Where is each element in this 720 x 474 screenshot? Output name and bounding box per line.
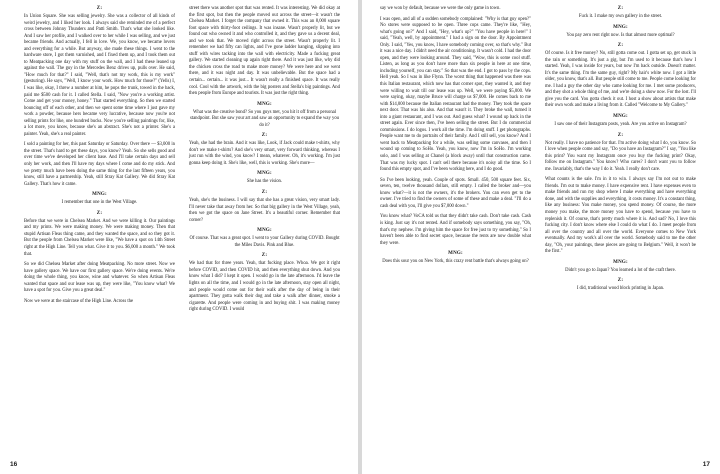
- interview-paragraph: What counts is the sale. I'm in it to win. I always say I'm not out to make friends. I'm out to make money. I have expensive rent. I have expenses even to make friends and run my shop where I make everything and have everything done, and with the supplies and everything, it costs money. It's a constant thing, like any business: You make money, you spend money. Of course, the more money you make, the more money you have to spend, because you have to replenish it. Of course, that's pretty much where it is. And sad? No, I love this fucking city. I don't know where else I could do what I do. I meet people from all over the country and all over the world. Everyone comes to New York eventually. And my work's all over the world. Somebody said to me the other day, "Oh, your paintings, these pieces are going to Belgium." Well, it won't be the first.": [545, 177, 696, 255]
- column: [189, 6, 340, 452]
- interview-paragraph: In Union Square. She was selling jewelry. She was a collector of all kinds of weird jewelry, and I liked her look. I always said she reminded me of a perfect cross between Johnny Thunders and Patti Smith. That's what she looked like. And I saw her profile, and I walked over to her while I was selling, and we just became friends. And actually, I fell in love. We, you know, we became lovers and everything for a while. But anyway, she made these things. I went to the hardware store, I got them varnished, and I fixed them up, and I took them out to Meatpacking one day with my stuff on the wall, and I had these leaned up against the wall. The guy in the Mercedes Benz drives up, pulls over. He said, "How much for that?" I said, "Well, that's not my work, this is my work" (gesturing). He says, "Well, I know your work. How much for those?" (Yells) I, I was like, okay, I threw a number at him, he pops the trunk, towed in the back, paid me $500 cash for it. I called Stella. I said, "Now you're a working artist. Come and get your money, honey." That started everything. So then we started bouncing off of each other, and then we spent some time where I just gave my work a powder, because hers became very lucrative, because now you're not selling prints for like, one hundred bucks. Now you're selling paintings for, like, a lot more, you know, because she's an abstract. She's not a printer. She's a painter. Yeah, she's a real painter.: [24, 14, 175, 137]
- right-page: [362, 0, 720, 474]
- right-page-columns: [380, 6, 696, 452]
- speaker-label: Z:: [261, 253, 268, 259]
- interview-paragraph: What was the creative bond? So you guys met, you hit it off from a personal standpoint. But she saw your art and saw an opportunity to expand the way you do it?: [189, 109, 340, 128]
- interview-paragraph: I saw one of their Instagram posts, yeah. Are you active on Instagram?: [554, 122, 687, 128]
- interview-paragraph: So I've been looking, yeah. Couple of spots. Small. 450, 500 square feet. Six, seven, ten, twelve thousand dollars, still empty. I called the broker and—you know what?—it is not the owners, it's the brokers. You can even get to the owner. I've tried to find the owners of some of these and make a deal. "I'll do a cash deal with you, I'll give you $7,000 down.": [380, 177, 531, 209]
- speaker-label: Z:: [617, 43, 624, 49]
- interview-paragraph: Does this sour you on New York, this crazy rent battle that's always going on?: [382, 259, 529, 265]
- speaker-label: MNG:: [613, 259, 628, 265]
- interview-paragraph: street there was another spot that was rented. It was interesting. We did okay at the first spot, but then the people moved out across the street—it wasn't the Chelsea Market. I forget the company that owned it. This was an 8,000 square foot space with thirty-foot ceilings. It was insane. Wasn't properly lit, but we found out who owned it and who controlled it, and they gave us a decent deal, and we took that. We moved right across the street. Wasn't properly lit. I remember we had fifty can lights, and I've gone ladder hanging, slipping into stuff with wires tacking into the wall with electricity. Made a fucking great gallery. We started cleaning up again right there. And it was just like, why did the chicken cross the road to make more money? We were here and we went there, and it was night and day. It was unbelievable. But the space had a certain... certain... it was just... It wasn't really a finished space. It was really cool. Cool with the artwork, with the big posters and Stella's big paintings. And then people from Europe and tourists. It was just the right thing.: [189, 6, 340, 97]
- column: [24, 6, 175, 452]
- left-page-columns: [24, 6, 340, 452]
- speaker-label: Z:: [617, 132, 624, 138]
- speaker-label: MNG:: [613, 24, 628, 30]
- interview-paragraph: Fuck it. I make my own gallery in the street.: [578, 14, 663, 19]
- speaker-label: MNG:: [257, 228, 272, 234]
- column: [545, 6, 696, 452]
- interview-paragraph: You know what? VoCA told us that they didn't take cash. Don't take cash. Cash is king. Just say it's not rented. And if somebody says something, you say, "Oh, that's my nephew. I'm giving him the space for free just to try something." So I haven't been able to find secret space, because the rents are now double what they were.: [380, 214, 531, 246]
- speaker-label: Z:: [261, 190, 268, 196]
- speaker-label: MNG:: [257, 101, 272, 107]
- left-page: [0, 0, 358, 474]
- interview-paragraph: Now we were at the staircase of the High Line. Across the: [24, 298, 134, 304]
- interview-paragraph: You pay zero rent right now. Is that almost more optimal?: [566, 32, 675, 38]
- interview-paragraph: Before that we were in Chelsea Market. And we were killing it. Our paintings and my prints. We were making money. We were making money. Then that stupid Artisan Fleas thing came, and they wanted the space, and so they got it. But the people from Chelsea Market were like, "We have a spot on 14th Street right at the High Line. Tell you what. Give it to you. $6,000 a month." We took that.: [24, 218, 175, 257]
- interview-paragraph: We had that for three years. Yeah, that fucking place. Whoa. We got it right before COVID, and then COVID hit, and then everything shut down. And you know what I did? I kept it open. I would go in the late afternoon. I'd leave the lights on all the time, and I would go in the late afternoon, stay open all night, and people would come out for their walk after the day of being in their apartment. They gotta walk their dog and take a walk after dinner, smoke a cigarette. And people were coming in and buying shit. I was making money right during COVID. I would: [189, 261, 340, 313]
- speaker-label: Z:: [96, 6, 103, 11]
- interview-paragraph: She has the vision.: [246, 179, 283, 185]
- speaker-label: Z:: [96, 210, 103, 216]
- speaker-label: MNG:: [92, 192, 107, 198]
- speaker-label: Z:: [261, 133, 268, 139]
- interview-paragraph: Not really. I have no patience for that. I'm active doing what I do, you know. So I love when people come and say, "Do you have an Instagram?" I say, "You like this print? You want my Instagram once you buy the fucking print? Okay, follow me on Instagram." You know? Who cares? I don't want you to follow me. Invariably, that's the way I do it. Yeah. I really don't care.: [545, 140, 696, 172]
- interview-paragraph: Of course. Is it free money? No, still gotta come out. I gotta set up, get stuck in the rain or something. It's just a gig, but I'm used to it because that's how I started. Yeah, I was inside for years, but now I'm back outside. Doesn't matter. It's the same thing. I'm the same guy, right? My hair's white now. I got a little older, you know, that's all. But people still come to me. People come looking for me. I had a guy the other day who came looking for me. I met some producers, and they shot a whole thing of me, and we're doing a show now. For the lost. I'll give you the card. You gotta check it out. I host a show about artists that make their own work and make a living from it. Called "Welcome to My Gallery.": [545, 51, 696, 109]
- speaker-label: MNG:: [448, 251, 463, 257]
- interview-paragraph: I sold a painting for her, this past Saturday or Saturday. Over there — $3,000 in the street. That's hard to get these days, you know? Yeah. So she sells good and over time we've developed her client base. And I'll take certain days and sell only her work, and then I'll have my days where I come and do my stick. And we pretty much have been doing the same thing for the last fifteen years, you know, still have a partnership. Yeah, still Stray Kat Gallery. We did Stray Kat Gallery. That's how it came.: [24, 142, 175, 187]
- speaker-label: Z:: [617, 6, 624, 11]
- column: [380, 6, 531, 452]
- page-number: 17: [702, 461, 710, 468]
- page-number: 16: [10, 461, 18, 468]
- interview-paragraph: I did, traditional wood block printing in Japan.: [576, 286, 665, 292]
- interview-paragraph: Yeah, she had the brain. And it was like, Look, if Jack could make t-shirts, why don't we make t-shirts? And she's very smart, very forward thinking, whereas I just run with the wind, you know? I mean, whatever. Oh, it's working. I'm just gonna keep doing it. She's like, well, this is working. She's more—: [189, 141, 340, 166]
- interview-paragraph: say we won by default, because we were the only game in town.: [380, 6, 501, 11]
- interview-paragraph: Of course. That was a great spot. I went to your Gallery during COVID. Bought the Miles Davis. Pink and Blue.: [189, 236, 340, 248]
- interview-paragraph: I remember that one in the West Village.: [61, 200, 138, 206]
- speaker-label: Z:: [617, 278, 624, 284]
- speaker-label: MNG:: [257, 171, 272, 177]
- speaker-label: MNG:: [613, 114, 628, 120]
- interview-paragraph: I was open, and all of a sudden somebody complained: "Why is that guy open?" No stores were supposed to be open. Three cops came. They're like, "Hey, what's going on?" And I said, "Hey, what's up?" "You have people in here!" I said, "Yeah, well, by appointment." I had a sign on the door. By Appointment Only. I said, "Yes, you know, I have somebody coming over, so that's why." But it was a nice day. I didn't need the air conditioning. It wasn't cold. I had the door open, and they were looking around. They said, "Wow, this is some cool stuff. Listen, as long as you don't have more than six people in here at one time, including yourself, you can stay." So that was the end. I got to pass by the cops. Hell yeah. So I was in like Flynn. The worst thing that happened was there was this Italian restaurant, which now has that corner spot, they wanted it, and they were willing to wait till our lease was up. Well, we were paying $5,000. We were saying, okay, maybe Bruce will charge us $7,000. He comes back to me with $14,000 because the Italian restaurant had the money. They took the space next door. That was his also. And that wasn't it. They broke the wall, turned it into a giant restaurant, and I was out. And guess what? I wound up back in the street again. Ever since then, I've been selling the street. But I do commercial commissions. I do logos. I work all the time. I'm doing stuff. I get photographs. People want me to do portraits of their family. And I still sell, you know? And I went back to Meatpacking for a while, was selling some canvases, and then I wound up coming to SoHo. Yeah, you know, now I'm in SoHo. I'm working solo, and I was selling at Chanel (a block away) until that construction came. That was my lucky spot. I can't sell there because it's noisy all the time. So I found this empty spot, and I've been working here, and I do good.: [380, 16, 531, 173]
- interview-paragraph: So we did Chelsea Market after doing Meatpacking. No more street. Now we have gallery space. We have our first gallery space. We're doing events. We're doing the whole thing, you know, wine and whatever. So when Artisan Fleas wanted that space and our lease was up, they were like, "You know what? We have a spot for you. Give you a great deal.": [24, 262, 175, 294]
- interview-paragraph: Didn't you go to Japan? You learned a lot of the craft there.: [565, 267, 676, 273]
- interview-paragraph: Yeah, she's the business. I will say that she has a great vision, very smart lady. I'll never take that away from her. So that big gallery in the West Village, yeah, then we got the space on Jane Street. It's a beautiful corner. Remember that corner?: [189, 198, 340, 223]
